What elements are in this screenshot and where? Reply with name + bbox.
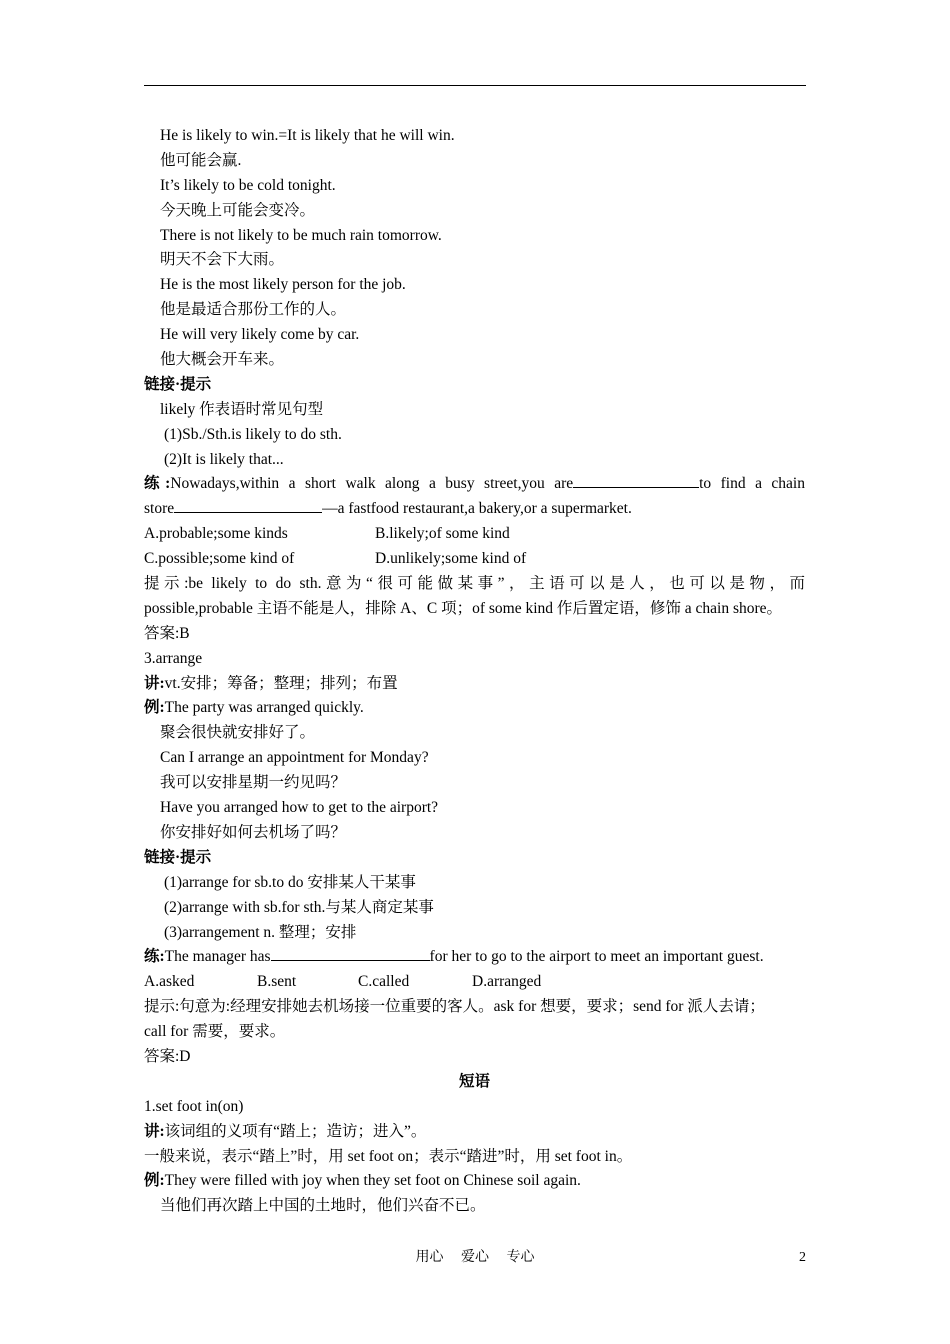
example-line: 例:The party was arranged quickly. xyxy=(144,699,364,717)
exercise-line: 练:The manager has for her to go to the airport to meet an important guest. xyxy=(144,945,805,970)
explain-line: 讲:该词组的义项有“踏上；造访；进入”。 xyxy=(144,1122,427,1140)
document-body xyxy=(144,124,805,1219)
footer-word: 用心 xyxy=(415,1250,444,1265)
hint-line: 提示:句意为:经理安排她去机场接一位重要的客人。ask for 想要，要求；send for 派人去请； xyxy=(144,998,765,1016)
text-line: (2)It is likely that... xyxy=(164,450,284,468)
option-row: A.probable;some kinds B.likely;of some kind xyxy=(144,525,510,543)
text-line: 今天晚上可能会变冷。 xyxy=(160,201,316,219)
section-heading: 链接·提示 xyxy=(144,848,212,866)
option-row: A.asked B.sent C.called D.arranged xyxy=(144,973,542,991)
text-line: 聚会很快就安排好了。 xyxy=(160,724,316,742)
answer-blank xyxy=(573,472,699,488)
text-line: Have you arranged how to get to the airport? xyxy=(160,799,439,817)
section-title: 短语 xyxy=(458,1072,490,1090)
hint-line: call for 需要，要求。 xyxy=(144,1023,286,1041)
text-line: 我可以安排星期一约见吗？ xyxy=(160,774,347,792)
option-row: C.possible;some kind of D.unlikely;some kind of xyxy=(144,550,527,568)
item-heading: 1.set foot in(on) xyxy=(144,1097,244,1115)
answer-blank xyxy=(271,945,430,961)
text-line: (1)arrange for sb.to do 安排某人干某事 xyxy=(164,873,416,891)
example-line: 例:They were filled with joy when they set foot on Chinese soil again. xyxy=(144,1172,581,1190)
text-line: He is likely to win.=It is likely that he will win. xyxy=(160,127,455,144)
text-line: (1)Sb./Sth.is likely to do sth. xyxy=(164,425,342,443)
text-line: 一般来说，表示“踏上”时，用 set foot on；表示“踏进”时，用 set foot in。 xyxy=(144,1147,633,1165)
text-line: (2)arrange with sb.for sth.与某人商定某事 xyxy=(164,898,434,916)
text-line: likely 作表语时常见句型 xyxy=(160,400,324,418)
answer-line: 答案:B xyxy=(144,624,190,642)
page-number: 2 xyxy=(799,1250,806,1265)
text-line: Can I arrange an appointment for Monday? xyxy=(160,749,429,767)
text-line: 他是最适合那份工作的人。 xyxy=(160,301,347,319)
header-rule xyxy=(144,85,806,86)
text-line: It’s likely to be cold tonight. xyxy=(160,176,336,194)
text-line: (3)arrangement n. 整理；安排 xyxy=(164,923,357,941)
footer-word: 专心 xyxy=(506,1250,535,1265)
text-line: 他可能会赢. xyxy=(160,151,242,169)
text-line: 他大概会开车来。 xyxy=(160,351,285,369)
item-heading: 3.arrange xyxy=(144,649,203,667)
hint-line: possible,probable 主语不能是人，排除 A、C 项；of some kind 作后置定语，修饰 a chain shore。 xyxy=(144,599,783,617)
answer-blank xyxy=(174,497,322,513)
text-line: There is not likely to be much rain tomorrow. xyxy=(160,226,442,244)
explain-line: 讲:vt.安排；筹备；整理；排列；布置 xyxy=(144,674,398,692)
exercise-line: store —a fastfood restaurant,a bakery,or a supermarket. xyxy=(144,497,805,522)
text-line: He will very likely come by car. xyxy=(160,326,360,344)
text-line: He is the most likely person for the job. xyxy=(160,276,406,294)
page-footer xyxy=(0,1248,950,1268)
footer-word: 爱心 xyxy=(461,1250,489,1265)
text-line: 明天不会下大雨。 xyxy=(160,251,285,269)
section-heading: 链接·提示 xyxy=(144,375,212,393)
hint-line: 提示:be likely to do sth.意为“很可能做某事”，主语可以是人，也可以是物，而 xyxy=(144,575,805,593)
answer-line: 答案:D xyxy=(144,1047,191,1065)
text-line: 你安排好如何去机场了吗？ xyxy=(160,823,347,841)
exercise-line: 练:Nowadays,within a short walk along a busy street,you are to find a chain xyxy=(144,472,805,497)
text-line: 当他们再次踏上中国的土地时，他们兴奋不已。 xyxy=(160,1197,486,1215)
